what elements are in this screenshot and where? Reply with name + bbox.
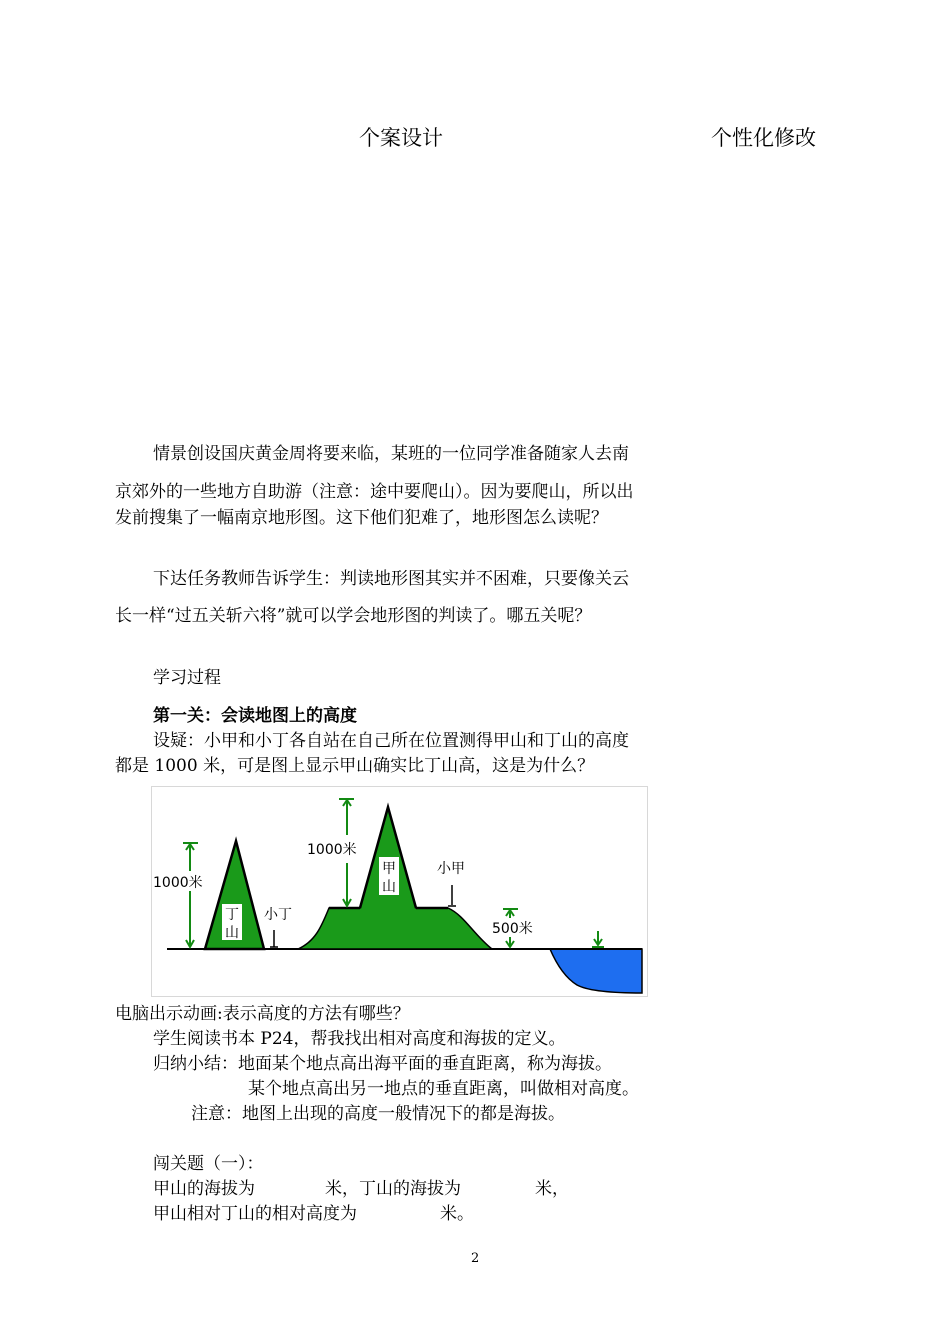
header-right-title: 个性化修改 [711, 126, 816, 150]
level1-question-line-1: 设疑：小甲和小丁各自站在自己所在位置测得甲山和丁山的高度 [153, 731, 629, 751]
level1-question-line-2: 都是 1000 米，可是图上显示甲山确实比丁山高，这是为什么？ [115, 756, 595, 776]
mountain-jia-char-1: 甲 [382, 861, 396, 877]
label-xiaoding: 小丁 [264, 907, 292, 923]
person-xiaoding-icon [270, 930, 278, 947]
quiz-line2-b: 米。 [440, 1204, 474, 1224]
task-line-1: 下达任务教师告诉学生：判读地形图其实并不困难，只要像关云 [153, 569, 629, 589]
quiz-line1-a: 甲山的海拔为 [153, 1179, 255, 1199]
task-line-2: 长一样“过五关斩六将”就可以学会地形图的判读了。哪五关呢？ [115, 606, 592, 626]
label-500: 500米 [492, 921, 533, 937]
label-1000-mid: 1000米 [307, 842, 357, 858]
process-title: 学习过程 [153, 668, 221, 688]
mountain-ding-char-2: 山 [225, 925, 239, 941]
quiz-line1-b: 米，丁山的海拔为 [325, 1179, 461, 1199]
after-line-5: 注意：地图上出现的高度一般情况下的都是海拔。 [191, 1104, 565, 1124]
intro-line-2: 京郊外的一些地方自助游（注意：途中要爬山）。因为要爬山，所以出 [115, 482, 634, 502]
after-line-4: 某个地点高出另一地点的垂直距离，叫做相对高度。 [248, 1079, 639, 1099]
quiz-line1-c: 米， [535, 1179, 569, 1199]
intro-line-3: 发前搜集了一幅南京地形图。这下他们犯难了，地形图怎么读呢？ [115, 508, 608, 528]
mountain-jia-char-2: 山 [382, 879, 396, 895]
intro-line-1: 情景创设国庆黄金周将要来临，某班的一位同学准备随家人去南 [153, 444, 629, 464]
sea-basin [550, 949, 642, 993]
after-line-3: 归纳小结：地面某个地点高出海平面的垂直距离，称为海拔。 [153, 1054, 612, 1074]
page-number: 2 [471, 1251, 480, 1266]
quiz-line2-a: 甲山相对丁山的相对高度为 [153, 1204, 357, 1224]
level1-title: 第一关：会读地图上的高度 [153, 706, 357, 726]
label-xiaojia: 小甲 [437, 861, 465, 877]
person-xiaojia-icon [448, 885, 456, 906]
label-1000-left: 1000米 [153, 875, 203, 891]
quiz-title: 闯关题（一）： [153, 1154, 264, 1174]
header-left-title: 个案设计 [359, 126, 443, 150]
mountain-ding-char-1: 丁 [225, 907, 239, 923]
after-line-2: 学生阅读书本 P24，帮我找出相对高度和海拔的定义。 [153, 1029, 566, 1049]
terrain-figure [151, 786, 648, 997]
after-line-1: 电脑出示动画:表示高度的方法有哪些？ [115, 1004, 410, 1024]
